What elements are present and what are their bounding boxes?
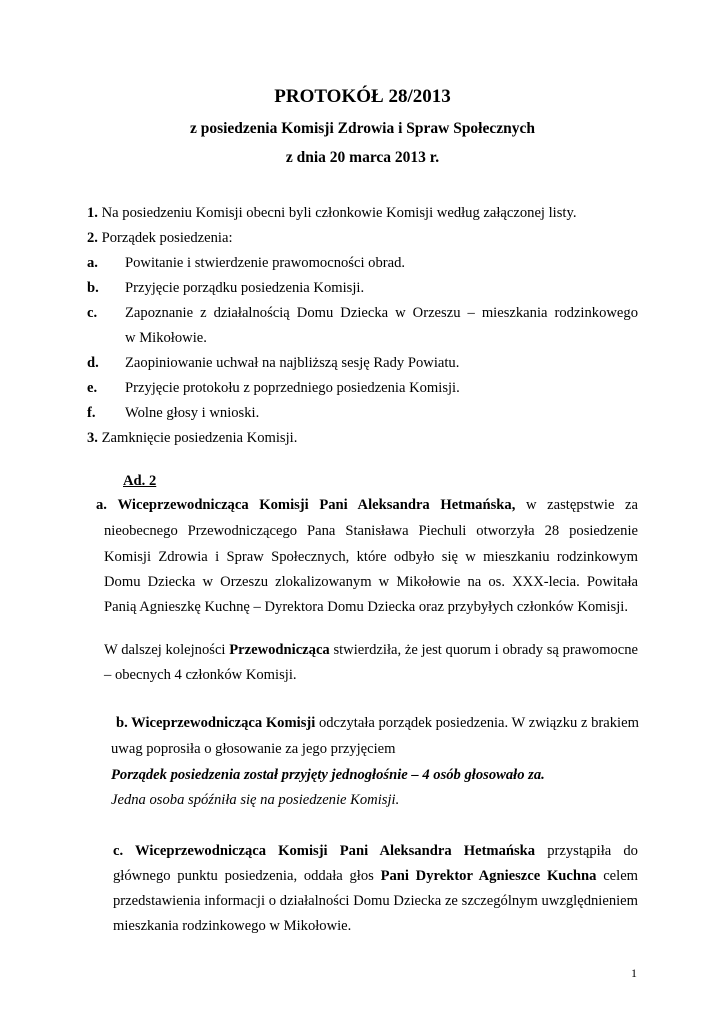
ad2-a-line-5: Panią Agnieszkę Kuchnę – Dyrektora Domu Dziecka oraz przybyłych członków Komisji. [104, 599, 628, 615]
ad2-c-line-3: przedstawienia informacji o działalności Domu Dziecka ze szczególnym uwzględnieniem [113, 893, 638, 909]
agenda-subitem-label: e. [87, 380, 98, 396]
ad2-a-line-3: Komisji Zdrowia i Spraw Społecznych, które odbyło się w mieszkaniu rodzinkowym [104, 549, 638, 565]
ad2-c-line-4: mieszkania rodzinkowego w Mikołowie. [113, 918, 352, 934]
ad2-a-p2-bold: Przewodnicząca [229, 642, 330, 658]
agenda-item-3-text: Zamknięcie posiedzenia Komisji. [101, 430, 298, 446]
ad2-a-label: a. [96, 497, 107, 513]
section-heading-ad2: Ad. 2 [123, 473, 157, 489]
agenda-item-2-text: Porządek posiedzenia: [101, 230, 233, 246]
page-number: 1 [631, 966, 637, 980]
agenda-item-1-text: Na posiedzeniu Komisji obecni byli członkowie Komisji według załączonej listy. [101, 205, 577, 221]
ad2-b-note: Jedna osoba spóźniła się na posiedzenie Komisji. [111, 792, 400, 808]
ad2-c-line-2-pre: głównego punktu posiedzenia, oddała głos [113, 868, 374, 884]
document-date: z dnia 20 marca 2013 r. [285, 149, 440, 166]
ad2-b-line-2: uwag poprosiła o głosowanie za jego przyjęciem [111, 741, 396, 757]
ad2-b-bold-intro: b. Wiceprzewodnicząca Komisji [116, 715, 316, 731]
agenda-subitem-continuation: w Mikołowie. [125, 330, 207, 346]
ad2-a-line-2: nieobecnego Przewodniczącego Pana Stanisława Piechuli otworzyła 28 posiedzenie [104, 523, 638, 539]
ad2-c-line-1 [113, 841, 638, 861]
ad2-c-line-2-rest: celem [603, 868, 639, 884]
ad2-a-line-4: Domu Dziecka w Orzeszu zlokalizowanym w Mikołowie na os. XXX-lecia. Powitała [104, 574, 638, 590]
agenda-subitem-label: a. [87, 255, 98, 271]
ad2-b-result: Porządek posiedzenia został przyjęty jednogłośnie – 4 osób głosowało za. [111, 767, 545, 783]
ad2-a-paragraph-2-line-2: – obecnych 4 członków Komisji. [104, 667, 297, 683]
document-subtitle: z posiedzenia Komisji Zdrowia i Spraw Społecznych [189, 120, 536, 137]
agenda-subitem-label: d. [87, 355, 99, 371]
ad2-a-paragraph-2 [104, 640, 638, 660]
ad2-c-line-1-rest: przystąpiła do [547, 843, 638, 859]
ad2-a-bold-intro: Wiceprzewodnicząca Komisji Pani Aleksandra Hetmańska, [117, 497, 516, 513]
ad2-a-line-1-rest: w zastępstwie za [525, 497, 639, 513]
agenda-subitem-text: Zaopiniowanie uchwał na najbliższą sesję Rady Powiatu. [125, 355, 460, 371]
ad2-a-line-1 [96, 495, 638, 515]
agenda-item-2-number: 2. [87, 230, 98, 246]
document-title: PROTOKÓŁ 28/2013 [274, 86, 451, 107]
ad2-c-bold-intro: c. Wiceprzewodnicząca Komisji Pani Aleksandra Hetmańska [113, 843, 536, 859]
agenda-item-2 [87, 228, 233, 248]
agenda-item-3 [87, 428, 297, 448]
agenda-subitem-label: c. [87, 305, 98, 321]
agenda-subitem-text: Przyjęcie protokołu z poprzedniego posiedzenia Komisji. [125, 380, 460, 396]
agenda-subitem-text: Powitanie i stwierdzenie prawomocności obrad. [125, 255, 406, 271]
agenda-item-1 [87, 203, 576, 223]
ad2-a-p2-rest: stwierdziła, że jest quorum i obrady są prawomocne [333, 642, 638, 658]
agenda-item-1-number: 1. [87, 205, 98, 221]
ad2-c-line-2 [113, 866, 638, 886]
agenda-subitem-text: Zapoznanie z działalnością Domu Dziecka w Orzeszu – mieszkania rodzinkowego [125, 305, 638, 321]
agenda-subitem-text: Wolne głosy i wnioski. [125, 405, 260, 421]
agenda-subitem-label: b. [87, 280, 99, 296]
ad2-c-line-2-bold: Pani Dyrektor Agnieszce Kuchna [380, 868, 597, 884]
agenda-item-3-number: 3. [87, 430, 98, 446]
ad2-b-line-1 [116, 713, 638, 733]
ad2-a-p2-pre: W dalszej kolejności [104, 642, 226, 658]
ad2-b-line-1-rest: odczytała porządek posiedzenia. W związku z brakiem [318, 715, 639, 731]
agenda-subitem-text: Przyjęcie porządku posiedzenia Komisji. [125, 280, 365, 296]
agenda-subitem-label: f. [87, 405, 96, 421]
